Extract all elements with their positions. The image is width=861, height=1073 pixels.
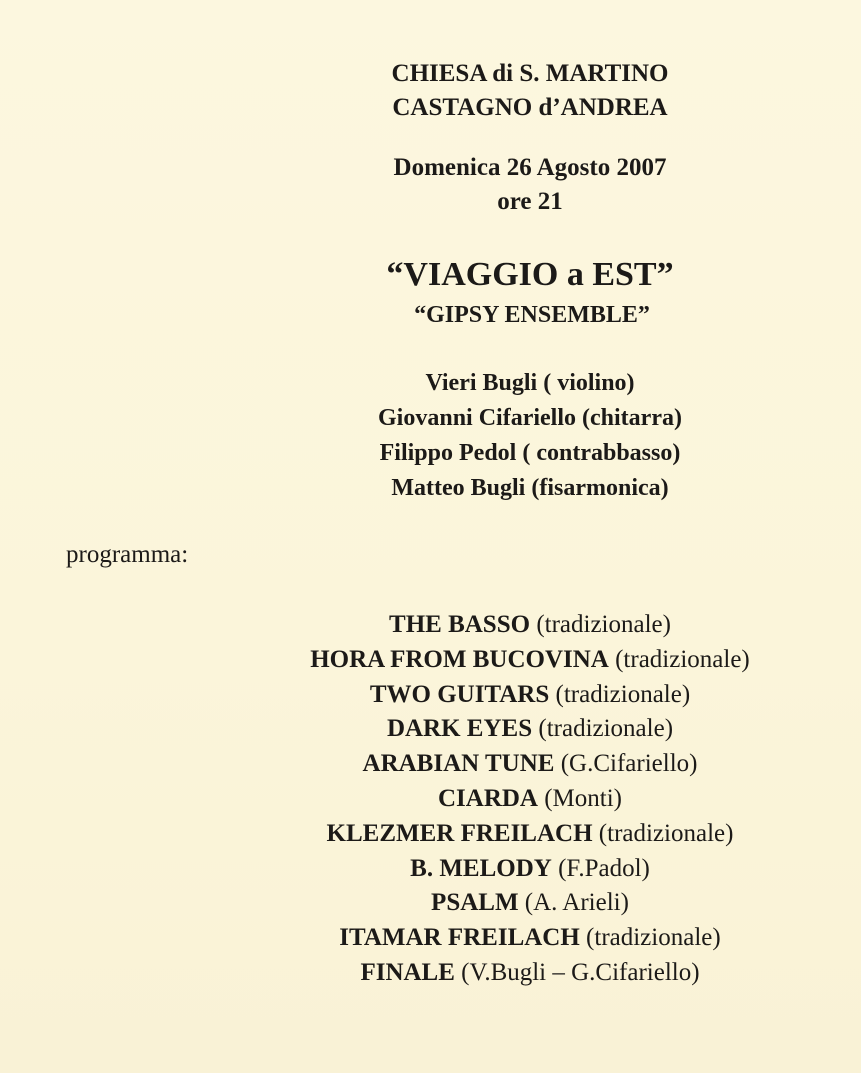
musician-line: Giovanni Cifariello (chitarra) xyxy=(378,405,682,431)
piece-composer: (tradizionale) xyxy=(592,819,734,847)
program-item xyxy=(170,608,861,643)
program-item xyxy=(170,817,861,852)
program-label: programma: xyxy=(66,541,189,568)
program-item xyxy=(170,886,861,921)
program-item xyxy=(170,643,861,678)
program-list xyxy=(170,608,861,991)
piece-title: ITAMAR FREILACH xyxy=(339,924,580,952)
piece-title: THE BASSO xyxy=(389,611,531,638)
piece-title: PSALM xyxy=(431,889,519,917)
program-item xyxy=(170,678,861,713)
venue-name: CHIESA di S. MARTINO xyxy=(391,60,669,87)
event-time: ore 21 xyxy=(497,188,563,215)
event-title: “VIAGGIO a EST” xyxy=(386,256,674,293)
piece-title: FINALE xyxy=(360,958,455,986)
piece-title: HORA FROM BUCOVINA xyxy=(310,645,609,673)
piece-composer: (G.Cifariello) xyxy=(554,750,698,778)
piece-title: B. MELODY xyxy=(410,854,552,882)
venue-location: CASTAGNO d’ANDREA xyxy=(392,94,668,121)
musician-line: Vieri Bugli ( violino) xyxy=(425,370,635,396)
piece-composer: (V.Bugli – G.Cifariello) xyxy=(454,958,700,986)
piece-composer: (F.Padol) xyxy=(551,854,650,882)
piece-composer: (tradizionale) xyxy=(532,715,674,743)
program-item xyxy=(170,852,861,887)
piece-composer: (Monti) xyxy=(537,784,623,812)
musician-line: Matteo Bugli (fisarmonica) xyxy=(391,475,669,501)
piece-title: TWO GUITARS xyxy=(369,680,550,708)
program-item xyxy=(170,956,861,991)
piece-title: DARK EYES xyxy=(386,715,533,743)
piece-composer: (tradizionale) xyxy=(530,611,671,638)
program-item xyxy=(170,921,861,956)
piece-title: ARABIAN TUNE xyxy=(362,750,555,778)
piece-title: CIARDA xyxy=(437,784,538,812)
event-date: Domenica 26 Agosto 2007 xyxy=(393,154,667,181)
program-item xyxy=(170,782,861,817)
program-item xyxy=(170,712,861,747)
event-subtitle: “GIPSY ENSEMBLE” xyxy=(414,302,650,328)
piece-composer: (tradizionale) xyxy=(608,645,750,673)
piece-composer: (tradizionale) xyxy=(549,680,691,708)
piece-composer: (tradizionale) xyxy=(579,924,721,952)
piece-title: KLEZMER FREILACH xyxy=(326,819,593,847)
musician-line: Filippo Pedol ( contrabbasso) xyxy=(379,440,681,466)
program-item xyxy=(170,747,861,782)
piece-composer: (A. Arieli) xyxy=(518,889,629,917)
